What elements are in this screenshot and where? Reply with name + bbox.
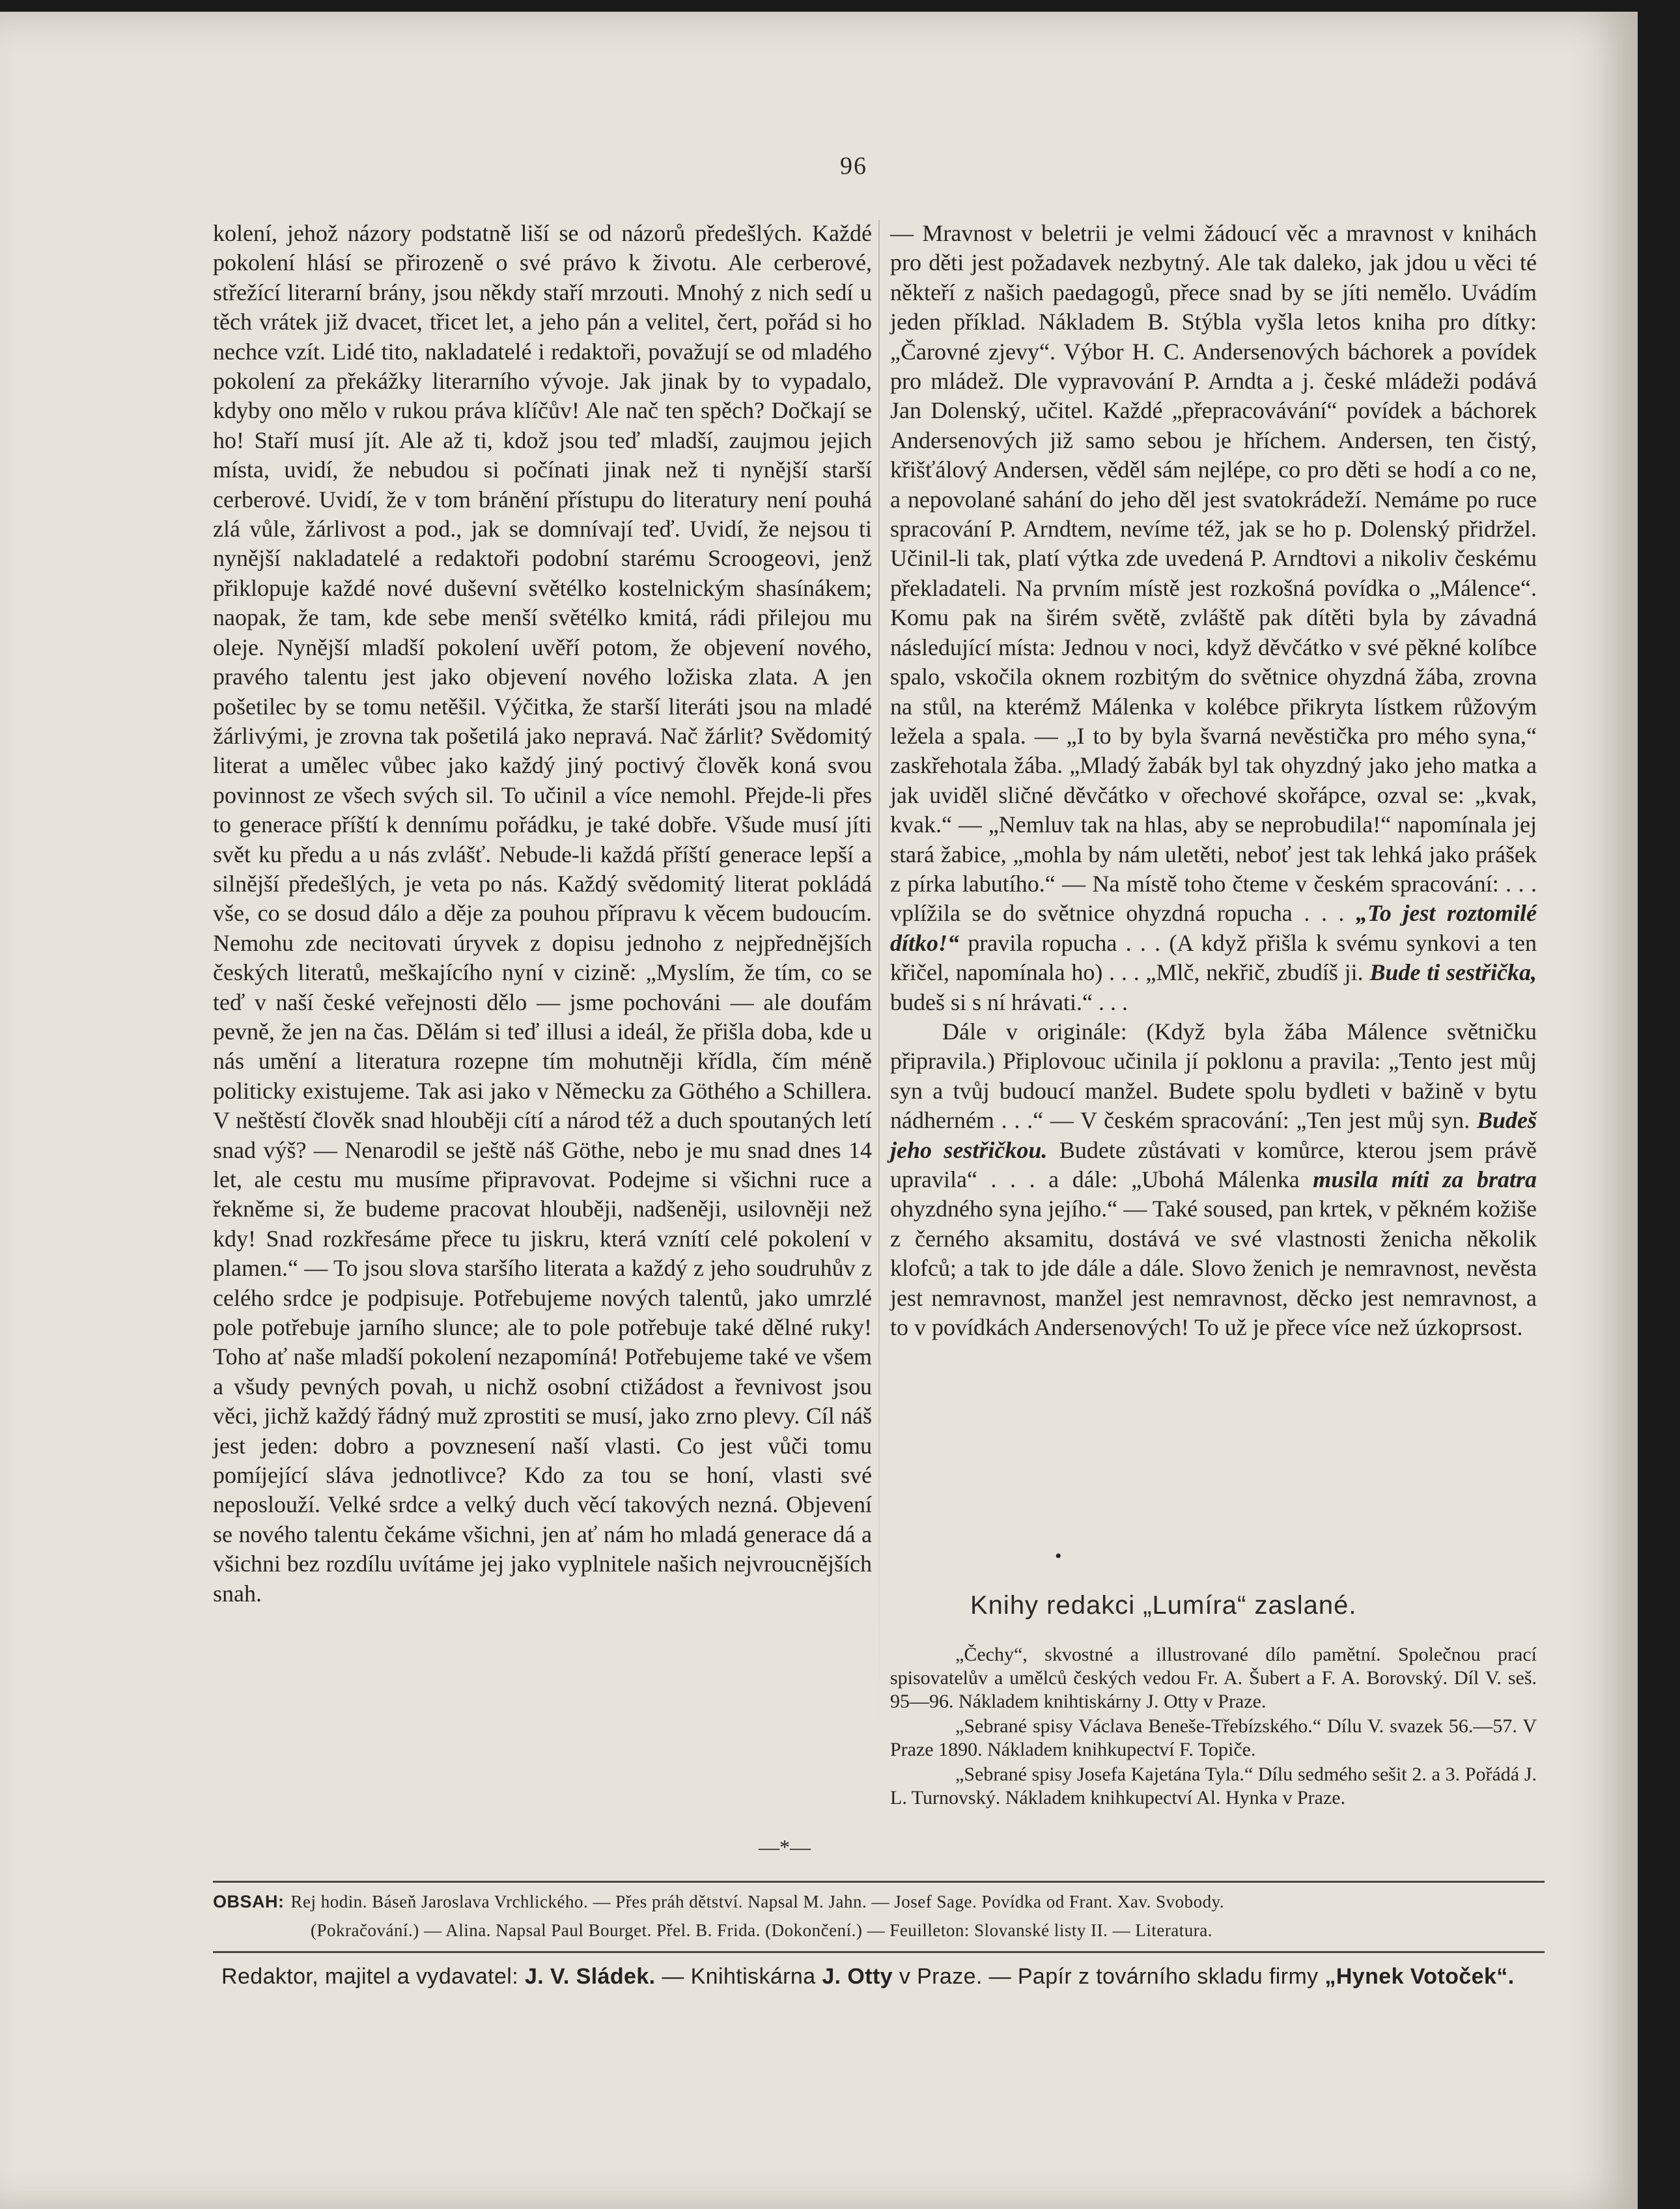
contents-text: Rej hodin. Báseň Jaroslava Vrchlického. — Přes práh dětství. Napsal M. Jahn. — Josef Sage. Povídka od Frant. Xav. Svobody.	[290, 1892, 1225, 1911]
contents-bottom-rule	[213, 1951, 1545, 1953]
issue-contents	[213, 1887, 1548, 1945]
article-original-paragraph	[890, 1017, 1537, 1342]
imprint-editor: J. V. Sládek.	[524, 1964, 656, 1989]
books-received-heading: Knihy redakci „Lumíra“ zaslané.	[970, 1591, 1357, 1620]
right-column	[890, 219, 1537, 1342]
article-italic-quote: Budeš jeho sestřičkou.	[890, 1107, 1537, 1163]
column-divider	[878, 220, 880, 1731]
imprint-text: — Knihtiskárna	[662, 1964, 816, 1989]
imprint-text: Redaktor, majitel a vydavatel:	[221, 1964, 519, 1989]
contents-line: (Pokračování.) — Alina. Napsal Paul Bourget. Přel. B. Frida. (Dokončení.) — Feuilleton: Slovanské listy II. — Literatura.	[311, 1921, 1213, 1940]
article-text: pravila ropucha . . . (A když přišla k svému synkovi a ten křičel, napomínala ho) . . . „Mlč, nekřič, zbudíš ji.	[890, 929, 1537, 986]
page-number: 96	[840, 152, 867, 180]
imprint-line	[221, 1964, 1556, 1990]
left-paragraph: kolení, jehož názory podstatně liší se od názorů předešlých. Každé pokolení hlásí se přirozeně o své právo k životu. Ale cerberové, střežící literarní brány, jsou někdy staří mrzouti. Mnohý z nich sedí u těch vrátek již dvacet, třicet let, a jeho pán a velitel, čert, pořád si ho nechce vzít. Lidé tito, nakladatelé i redaktoři, považují se od mladého pokolení za překážky literarního vývoje. Jak jinak by to vypadalo, kdyby ono mělo v rukou práva klíčův! Ale nač ten spěch? Dočkají se ho! Staří musí jít. Ale až ti, kdož jsou teď mladší, zaujmou jejich místa, uvidí, že nebudou si počínati jinak než ti nynější starší cerberové. Uvidí, že v tom bránění přístupu do literatury není pouhá zlá vůle, žárlivost a pod., jak se domnívají teď. Uvidí, že nejsou ti nynější nakladatelé a redaktoři podobní starému Scroogeovi, jenž přiklopuje každé nové duševní světélko kostelnickým shasínákem; naopak, že tam, kde sebe menší světélko kmitá, rádi přilejou mu oleje. Nynější mladší pokolení uvěří potom, že objevení nového, pravého talentu jest jako objevení nového ložiska zlata. A jen pošetilec by se tomu netěšil. Výčitka, že starší literáti jsou na mladé žárlivými, je zrovna tak pošetilá jako nepravá. Nač žárlit? Svědomitý literat a umělec vůbec jako každý jiný poctivý člověk koná svou povinnost ze všech svých sil. To učinil a více nemohl. Přejde-li přes to generace příští k dennímu pořádku, je také dobře. Všude musí jíti svět ku předu a u nás zvlášť. Nebude-li každá příští generace lepší a silnější předešlých, je veta po nás. Každý svědomitý literat pokládá vše, co se dosud dálo a děje za pouhou přípravu k věcem budoucím. Nemohu zde necitovati úryvek z dopisu jednoho z nejpřednějších českých literatů, meškajícího nyní v cizině: „Myslím, že tím, co se teď v naší české veřejnosti dělo — jsme pochováni — ale doufám pevně, že jen na čas. Dělám si teď illusi a ideál, že přišla doba, kde u nás umění a literatura rozepne tím mohutněji křídla, čím méně politicky existujeme. Tak asi jako v Německu za Göthého a Schillera. V neštěstí člověk snad hlouběji cítí a národ též a duch spoutaných letí snad výš? — Nenarodil se ještě náš Göthe, nebo je mu snad dnes 14 let, ale cestu mu musíme připravovat. Podejme si všichni ruce a řekněme si, že budeme pracovat hlouběji, nadšeněji, usilovněji než kdy! Snad rozkřesáme přece tu jiskru, která vznítí celé pokolení v plamen.“ — To jsou slova staršího literata a každý z jeho soudruhův z celého srdce je podpisuje. Potřebujeme nových talentů, jako umrzlé pole potřebuje jarního slunce; ale to pole potřebuje také dělné ruky! Toho ať naše mladší pokolení nezapomíná! Potřebujeme také ve všem a všudy pevných povah, u nichž osobní ctižádost a řevnivost jsou věci, jichž každý řádný muž zprostiti se musí, jako zrno plevy. Cíl náš jest jeden: dobro a povznesení naší vlasti. Co jest vůči tomu pomíjející sláva jednotlivce? Kdo za tou se honí, vlasti své neposlouží. Velké srdce a velký duch věcí takových nezná. Objevení se nového talentu čekáme všichni, jen ať nám ho mladá generace dá a všichni bez rozdílu uvítáme jej jako vyplnitele našich nejvroucnějších snah.	[213, 220, 872, 1607]
article-italic-quote: Bude ti sestřička,	[1369, 959, 1537, 986]
imprint-text: v Praze. — Papír z továrního skladu firmy	[899, 1964, 1319, 1989]
books-received-list	[890, 1643, 1537, 1811]
article-text: Budete zůstávati v komůrce, kterou jsem právě upravila“ . . . a dále: „Ubohá Málenka	[890, 1136, 1537, 1192]
left-column	[213, 219, 872, 1609]
book-entry: „Sebrané spisy Václava Beneše-Třebízského.“ Dílu V. svazek 56.—57. V Praze 1890. Nákladem knihkupectví F. Topiče.	[890, 1715, 1537, 1760]
article-text: ohyzdného syna jejího.“ — Také soused, pan krtek, v pěkném kožiše z černého aksamitu, dostává ve své vlastnosti ženicha několik klofců; a tak to jde dále a dále. Slovo ženich je nemravnost, nevěsta jest nemravnost, manžel jest nemravnost, děcko jest nemravnost, a to v povídkách Andersenových! To už je přece více než úzkoprsost.	[890, 1196, 1537, 1341]
article-text: Dále v originále: (Když byla žába Málence světničku připravila.) Připlovouc učinila jí poklonu a pravila: „Tento jest můj syn a tvůj budoucí manžel. Budete spolu bydleti v bažině v bytu nádherném . . .“ — V českém spracování: „Ten jest můj syn.	[890, 1018, 1537, 1134]
contents-label: OBSAH:	[213, 1892, 285, 1911]
contents-line	[213, 1887, 1548, 1916]
article-mravnost-paragraph	[890, 219, 1537, 1017]
page-sheet	[0, 12, 1638, 2209]
article-text: budeš si s ní hrávati.“ . . .	[890, 989, 1128, 1015]
section-end-mark: —*—	[759, 1835, 811, 1859]
book-entry: „Sebrané spisy Josefa Kajetána Tyla.“ Dílu sedmého sešit 2. a 3. Pořádá J. L. Turnovský. Nákladem knihkupectví Al. Hynka v Praze.	[890, 1764, 1537, 1808]
imprint-paper-supplier: „Hynek Votoček“.	[1324, 1964, 1515, 1989]
article-italic-quote: „To jest roztomilé dítko!“	[890, 900, 1537, 956]
contents-top-rule	[213, 1881, 1545, 1883]
article-text: — Mravnost v beletrii je velmi žádoucí věc a mravnost v knihách pro děti jest požadavek nezbytný. Ale tak daleko, jak jdou u věci té někteří z našich paedagogů, přece snad by se jíti nemělo. Uvádím jeden příklad. Nákladem B. Stýbla vyšla letos kniha pro dítky: „Čarovné zjevy“. Výbor H. C. Andersenových báchorek a povídek pro mládež. Dle vypravování P. Arndta a j. české mládeži podává Jan Dolenský, učitel. Každé „přepracovávání“ povídek a báchorek Andersenových již samo sebou je hříchem. Andersen, ten čistý, křišťálový Andersen, věděl sám nejlépe, co pro děti se hodí a co ne, a nepovolané sahání do jeho děl jest svatokrádeží. Nemáme po ruce spracování P. Arndtem, nevíme též, jak se ho p. Dolenský přidržel. Učinil-li tak, platí výtka zde uvedená P. Arndtovi a nikoliv českému překladateli. Na prvním místě jest rozkošná povídka o „Málence“. Komu pak na širém světě, zvláště pak dítěti byla by závadná následující místa: Jednou v noci, když děvčátko v své pěkné kolíbce spalo, vskočila oknem rozbitým do světnice ohyzdná žába, zrovna na stůl, na kterémž Málenka v kolébce přikryta lístkem růžovým ležela a spala. — „I to by byla švarná nevěstička pro mého syna,“ zaskřehotala žába. „Mladý žabák byl tak ohyzdný jako jeho matka a jak uviděl sličné děvčátko v ořechové skořápce, ozval se: „kvak, kvak.“ — „Nemluv tak na hlas, aby se neprobudila!“ napomínala jej stará žabice, „mohla by nám uletěti, neboť jest tak lehká jako prášek z pírka labutího.“ — Na místě toho čteme v českém spracování: . . . vplížila se do světnice ohyzdná ropucha . . .	[890, 220, 1537, 927]
imprint-printer: J. Otty	[822, 1964, 893, 1989]
book-entry: „Čechy“, skvostné a illustrované dílo pamětní. Společnou prací spisovatelův a umělců českých vedou Fr. A. Šubert a F. A. Borovský. Díl V. seš. 95—96. Nákladem knihtiskárny J. Otty v Praze.	[890, 1644, 1537, 1712]
section-end-dot: •	[1055, 1545, 1062, 1567]
article-italic-quote: musila míti za bratra	[1313, 1166, 1537, 1192]
